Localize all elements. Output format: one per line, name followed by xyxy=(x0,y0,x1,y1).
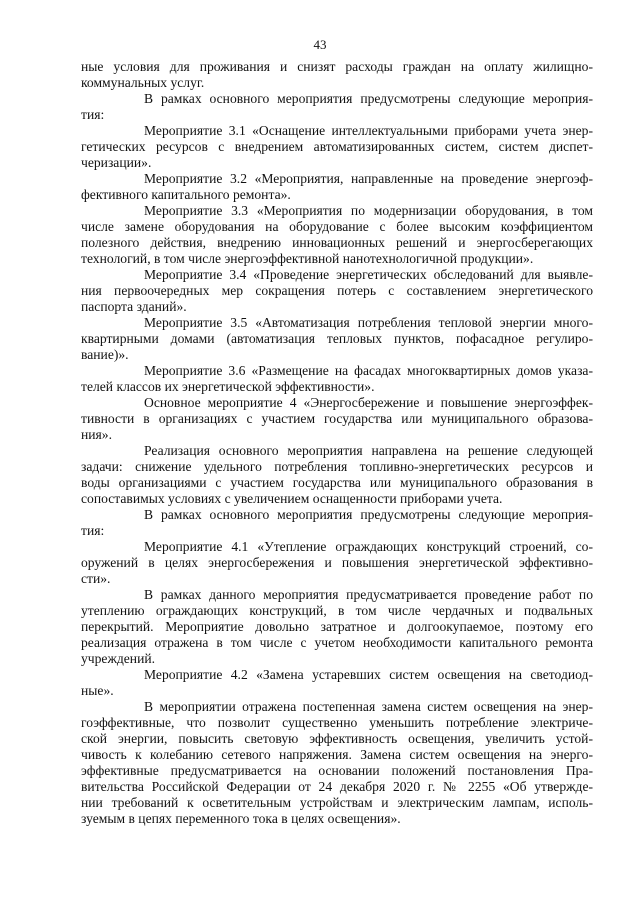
paragraph xyxy=(81,91,593,123)
text-line: Мероприятие 3.1 «Оснащение интеллектуальными приборами учета энер- xyxy=(144,123,593,138)
text-line: эффективные предусматривается на основании положений постановления Пра- xyxy=(81,763,593,778)
paragraph xyxy=(81,171,593,203)
text-line: Мероприятие 3.3 «Мероприятия по модернизации оборудования, в том xyxy=(144,203,593,218)
paragraph xyxy=(81,699,593,827)
text-line: В рамках основного мероприятия предусмотрены следующие мероприя- xyxy=(144,507,593,522)
paragraph xyxy=(81,395,593,443)
text-line: Мероприятие 3.2 «Мероприятия, направленные на проведение энергоэф- xyxy=(144,171,593,186)
text-line: утеплению ограждающих конструкций, в том числе чердачных и подвальных xyxy=(81,603,593,618)
text-line: сопоставимых условиях с увеличением оснащенности приборами учета. xyxy=(81,491,503,506)
text-line: черизации». xyxy=(81,155,152,170)
paragraph xyxy=(81,443,593,507)
text-line: В мероприятии отражена постепенная замена систем освещения на энер- xyxy=(144,699,593,714)
paragraph xyxy=(81,203,593,267)
text-line: ные условия для проживания и снизят расходы граждан на оплату жилищно- xyxy=(81,59,593,74)
text-line: ской энергии, повысить световую эффективность освещения, увеличить устой- xyxy=(81,731,593,746)
text-line: нии требований к осветительным устройствам и электрическим лампам, исполь- xyxy=(81,795,593,810)
text-line: ния». xyxy=(81,427,112,442)
paragraph xyxy=(81,667,593,699)
text-line: числе замене оборудования на оборудование с более высоким коэффициентом xyxy=(81,219,593,234)
text-line: гоэффективные, что позволит существенно уменьшить потребление электриче- xyxy=(81,715,593,730)
text-line: Мероприятие 4.2 «Замена устаревших систем освещения на светодиод- xyxy=(144,667,593,682)
text-line: Реализация основного мероприятия направлена на решение следующей xyxy=(144,443,593,458)
text-line: воды организациями с участием государства или муниципального образования в xyxy=(81,475,593,490)
text-line: учреждений. xyxy=(81,651,156,666)
text-line: паспорта зданий». xyxy=(81,299,187,314)
paragraph xyxy=(81,539,593,587)
text-line: полезного действия, внедрению инновационных решений и энергосберегающих xyxy=(81,235,593,250)
paragraph xyxy=(81,587,593,667)
paragraph xyxy=(81,267,593,315)
text-line: вание)». xyxy=(81,347,129,362)
text-line: ния первоочередных мер сокращения потерь с составлением энергетического xyxy=(81,283,593,298)
text-line: тия: xyxy=(81,523,105,538)
text-line: коммунальных услуг. xyxy=(81,75,205,90)
text-line: ные». xyxy=(81,683,114,698)
page-number: 43 xyxy=(313,37,327,52)
body-text xyxy=(81,59,593,827)
text-line: квартирными домами (автоматизация тепловых пунктов, пофасадное регулиро- xyxy=(81,331,593,346)
paragraph xyxy=(81,59,593,91)
text-line: чивость к колебанию сетевого напряжения. Замена систем освещения на энерго- xyxy=(81,747,593,762)
text-line: оружений в целях энергосбережения и повышения энергетической эффективно- xyxy=(81,555,593,570)
text-line: Мероприятие 3.4 «Проведение энергетических обследований для выявле- xyxy=(144,267,593,282)
text-line: гетических ресурсов с внедрением автоматизированных систем, систем диспет- xyxy=(81,139,593,154)
text-line: сти». xyxy=(81,571,111,586)
text-line: Мероприятие 4.1 «Утепление ограждающих конструкций строений, со- xyxy=(144,539,593,554)
paragraph xyxy=(81,315,593,363)
text-line: зуемым в цепях переменного тока в целях освещения». xyxy=(81,811,401,826)
text-line: телей классов их энергетической эффективности». xyxy=(81,379,375,394)
text-line: тивности в организациях с участием государства или муниципального образова- xyxy=(81,411,593,426)
text-line: технологий, в том числе энергоэффективной нанотехнологичной продукции». xyxy=(81,251,534,266)
text-line: Мероприятие 3.5 «Автоматизация потребления тепловой энергии много- xyxy=(144,315,593,330)
text-line: перекрытий. Мероприятие довольно затратное и долгоокупаемое, поэтому его xyxy=(81,619,593,634)
text-line: задачи: снижение удельного потребления топливно-энергетических ресурсов и xyxy=(81,459,593,474)
text-line: В рамках данного мероприятия предусматривается проведение работ по xyxy=(144,587,593,602)
paragraph xyxy=(81,507,593,539)
text-line: В рамках основного мероприятия предусмотрены следующие мероприя- xyxy=(144,91,593,106)
text-line: Мероприятие 3.6 «Размещение на фасадах многоквартирных домов указа- xyxy=(144,363,593,378)
text-line: фективного капитального ремонта». xyxy=(81,187,291,202)
paragraph xyxy=(81,123,593,171)
text-line: Основное мероприятие 4 «Энергосбережение и повышение энергоэффек- xyxy=(144,395,593,410)
text-line: вительства Российской Федерации от 24 декабря 2020 г. № 2255 «Об утвержде- xyxy=(81,779,593,794)
text-line: реализация отражена в том числе с учетом необходимости капитального ремонта xyxy=(81,635,593,650)
text-line: тия: xyxy=(81,107,105,122)
paragraph xyxy=(81,363,593,395)
